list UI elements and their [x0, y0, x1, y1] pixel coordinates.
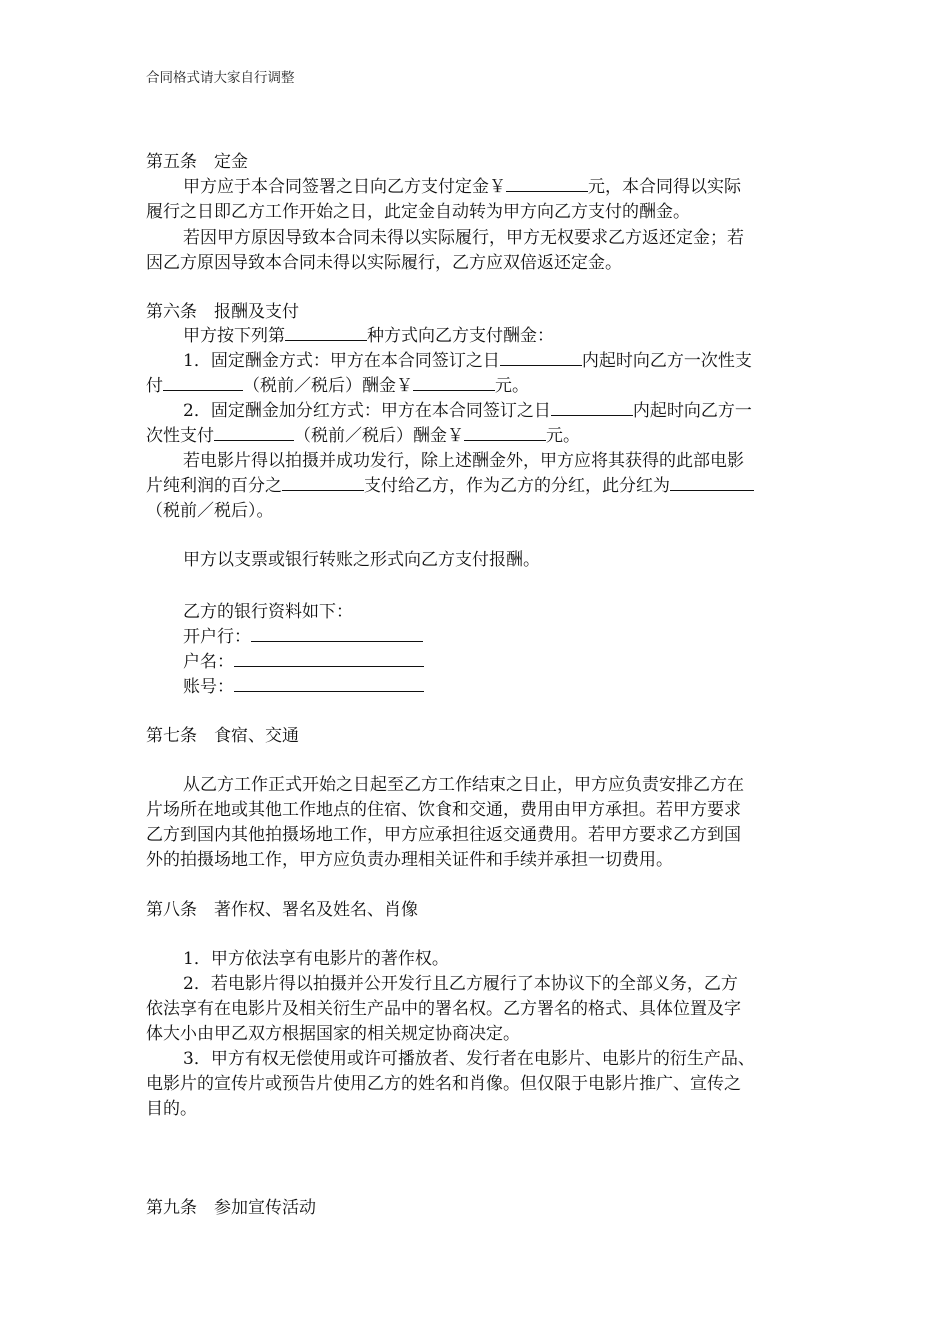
account-name-field[interactable]: [234, 650, 424, 667]
bank-name-row: 开户行：: [183, 625, 423, 649]
s7-line-4: 外的拍摄场地工作，甲方应负责办理相关证件和手续并承担一切费用。: [146, 850, 673, 870]
payment-option-blank[interactable]: [285, 324, 367, 341]
deposit-amount-blank[interactable]: [506, 175, 588, 192]
option-1-fee-blank[interactable]: [413, 374, 495, 391]
account-number-field[interactable]: [234, 675, 424, 692]
s6-profit-line-1: 若电影片得以拍摄并成功发行，除上述酬金外，甲方应将其获得的此部电影: [183, 451, 744, 471]
s6-option-1-line-1: 1．固定酬金方式：甲方在本合同签订之日 内起时向乙方一次性支: [183, 351, 752, 371]
s5-paragraph-2-line-1: 若因甲方原因导致本合同未得以实际履行，甲方无权要求乙方返还定金；若: [183, 228, 744, 248]
s5-paragraph-1-line-2: 履行之日即乙方工作开始之日，此定金自动转为甲方向乙方支付的酬金。: [146, 202, 690, 222]
bank-name-field[interactable]: [251, 625, 423, 642]
s8-item-1: 1．甲方依法享有电影片的著作权。: [183, 949, 449, 969]
s8-item-2-line-3: 体大小由甲乙双方根据国家的相关规定协商决定。: [146, 1024, 520, 1044]
s8-item-2-line-1: 2．若电影片得以拍摄并公开发行且乙方履行了本协议下的全部义务，乙方: [183, 974, 738, 994]
section-5-title: 第五条 定金: [146, 152, 248, 172]
s6-intro: 甲方按下列第 种方式向乙方支付酬金：: [183, 326, 554, 346]
option-1-days-blank[interactable]: [500, 349, 582, 366]
section-6-title: 第六条 报酬及支付: [146, 302, 299, 322]
account-number-row: 账号：: [183, 675, 424, 699]
section-7-title: 第七条 食宿、交通: [146, 726, 299, 746]
section-9-title: 第九条 参加宣传活动: [146, 1198, 316, 1218]
option-2-fee-blank[interactable]: [464, 424, 546, 441]
s6-option-2-line-1: 2．固定酬金加分红方式：甲方在本合同签订之日 内起时向乙方一: [183, 401, 752, 421]
s7-line-3: 乙方到国内其他拍摄场地工作，甲方应承担往返交通费用。若甲方要求乙方到国: [146, 825, 741, 845]
s6-payment-method: 甲方以支票或银行转账之形式向乙方支付报酬。: [183, 550, 540, 570]
s8-item-3-line-3: 目的。: [146, 1099, 197, 1119]
s6-profit-line-3: （税前／税后）。: [146, 501, 274, 521]
s7-line-2: 片场所在地或其他工作地点的住宿、饮食和交通，费用由甲方承担。若甲方要求: [146, 800, 741, 820]
option-2-amount-blank[interactable]: [214, 424, 294, 441]
account-name-row: 户名：: [183, 650, 424, 674]
s5-paragraph-1-line-1: 甲方应于本合同签署之日向乙方支付定金￥ 元，本合同得以实际: [183, 177, 741, 197]
section-8-title: 第八条 著作权、署名及姓名、肖像: [146, 900, 418, 920]
s6-profit-line-2: 片纯利润的百分之 支付给乙方，作为乙方的分红，此分红为: [146, 474, 754, 498]
profit-percent-blank[interactable]: [282, 474, 364, 491]
bank-info-intro: 乙方的银行资料如下：: [183, 602, 353, 622]
s8-item-2-line-2: 依法享有在电影片及相关衍生产品中的署名权。乙方署名的格式、具体位置及字: [146, 999, 741, 1019]
s8-item-3-line-1: 3．甲方有权无偿使用或许可播放者、发行者在电影片、电影片的衍生产品、: [183, 1049, 755, 1069]
option-1-amount-blank[interactable]: [163, 374, 243, 391]
dividend-amount-blank[interactable]: [670, 474, 754, 491]
header-note: 合同格式请大家自行调整: [146, 70, 295, 86]
s7-line-1: 从乙方工作正式开始之日起至乙方工作结束之日止，甲方应负责安排乙方在: [183, 775, 744, 795]
s5-paragraph-2-line-2: 因乙方原因导致本合同未得以实际履行，乙方应双倍返还定金。: [146, 253, 622, 273]
s6-option-2-line-2: 次性支付 （税前／税后）酬金￥ 元。: [146, 426, 580, 446]
s6-option-1-line-2: 付 （税前／税后）酬金￥ 元。: [146, 376, 529, 396]
s8-item-3-line-2: 电影片的宣传片或预告片使用乙方的姓名和肖像。但仅限于电影片推广、宣传之: [146, 1074, 741, 1094]
option-2-days-blank[interactable]: [551, 399, 633, 416]
